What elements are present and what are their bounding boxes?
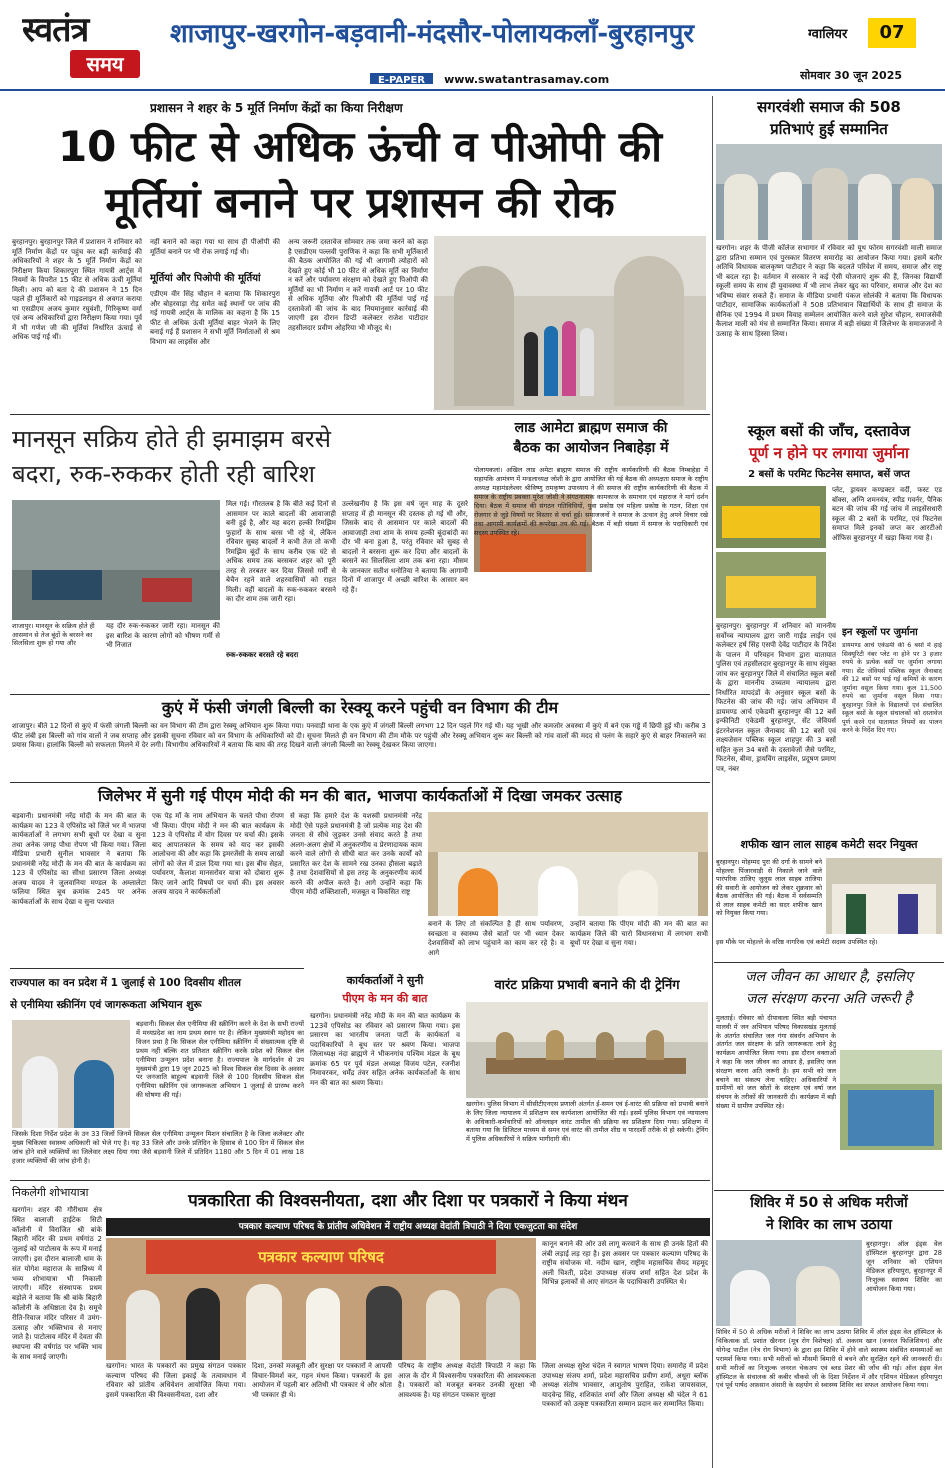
monsoon-col3: उल्लेखनीय है कि इस वर्ष जून माह के दूसरे सप्ताह में ही मानसून की दस्तक हो गई थी और, जिसके बाद से आसमान पर काले बादलों की आवाजाही तथा शाम के समय हल्की बूंदाबांदी का दौर भी बना हुआ है, परंतु रविवार को सुबह से बादलों ने बरसना शुरू कर दिया और बादलों के बरसने का सिलसिला शाम तक बना रहा। मौसम के जानकार सतीश धनोतिया ने बताया कि आगामी दिनों में शाजापुर में अच्छी बारिश के आसार बन रहे हैं। — [342, 500, 468, 594]
bus-col-top: प्लेट, ड्रायवर कण्डक्टर वर्दी, फस्ट एड बॉक्स, अग्नि शमनयंत्र, स्पीड गवर्नर, पैनिक बटन की जांच की गई जांच में लाइसेंसधारी स्कूल की 2 बसों के परमिट, एवं फिटनेस समाप्त मिले इनको जप्त कर आरटीओ ऑफिस बुरहानपुर में खड़ा किया गया है। — [832, 486, 942, 542]
bus-headline-1: स्कूल बसों की जाँच, दस्तावेज — [747, 422, 911, 440]
shivir-photo — [716, 1240, 862, 1326]
patrakarita-strap: पत्रकार कल्याण परिषद के प्रांतीय अधिवेशन में राष्ट्रीय अध्यक्ष वेदांती त्रिपाठी ने दिया एकजुटता का संदेश — [106, 1218, 710, 1236]
lead-headline-1: 10 फीट से अधिक ऊंची व पीओपी की — [57, 122, 663, 171]
shafiq-photo — [826, 858, 942, 934]
divider — [10, 694, 710, 695]
patrakarita-headline: पत्रकारिता की विश्वसनीयता, दशा और दिशा पर पत्रकारों ने किया मंथन — [188, 1191, 628, 1211]
shobhayatra-body: खरगोन। शहर की गौरीधाम क्षेत्र स्थित बालाजी हाईटेक सिटी कॉलोनी में विराजित श्री बांके बिहारी मंदिर की प्रथम वर्षगांठ 2 जुलाई को पाटोत्सव के रूप में मनाई जाएगी। इस दौरान बालाजी धाम के संत योगेश महाराज के सान्निध्य में भव्य शोभायात्रा भी निकाली जाएगी। मंदिर संस्थापक प्रथम बड़ोले ने बताया कि श्री बांके बिहारी कॉलोनी के अधिष्ठाता देव है। समूचे रीति-रिवाज मंदिर परिसर में उमंग-उत्साह और भक्तिभाव से मनाए जाते है। पाटोत्सव मंदिर में देवता की स्थापना की वर्षगांठ पर भक्ति भाव के साथ मनाई जाएगी। — [12, 1206, 102, 1361]
lead-col2b: एडीएम वीर सिंह चौहान ने बताया कि शिकारपुरा और बोहरवाड़ा रोड़ समेत कई स्थानों पर जांच की गई गायत्री आर्ट्स के मालिक का कहना है कि 15 फीट से अधिक ऊंची मूर्तियां बाहर भेजने के लिए बनाई गई हैं प्रशासन ने सभी मूर्ति निर्माताओं से श्रम विभाग का लाइसेंस और — [150, 290, 280, 346]
patrakarita-col4: कानून बनाने की ओर उसे लागू करवाने के साथ ही उनके हितों की लंबी लड़ाई लड़ रहा है। इस अवसर पर पत्रकार कल्याण परिषद के राष्ट्रीय संयोजक मो. नदीम खान, राष्ट्रीय महासचिव सैयद महमूद अली चिश्ती, प्रदेश उपाध्यक्ष संजय शर्मा सहित देश प्रदेश के विभिन्न इलाकों से आए संगठन के पदाधिकारी उपस्थित थे। — [542, 1240, 708, 1286]
divider — [714, 1190, 944, 1191]
monsoon-caption: शाजापुर। मानसून के सक्रिय होते ही आसमान से तेज बूंदों के बरसने का सिलसिला शुरू हो गया और — [12, 622, 95, 647]
mkb-col3: से कहा कि हमारे देश के यशस्वी प्रधानमंत्री नरेंद्र मोदी ऐसे पहले प्रधानमंत्री है जो प्रत्येक माह देश की जनता से सीधे जुड़कर उनसे संवाद करते है तथा अलग-अलग क्षेत्रों में अनुकरणीय व प्रेरणादायक काम करने वाले लोगों से सीधी बात कर उनके कार्यों को प्रसारित कर देश के सामने रख उनका हौसला बढ़ाते है तथा देशवासियों से इस तरह के अनुकरणीय कार्य करने की अपील करते है। आगे उन्होंने कहा कि पीएम मोदी शक्तिशाली, मजबूत व विकसित राष्ट्र — [290, 812, 422, 896]
shivir-headline-1: शिविर में 50 से अधिक मरीजों — [750, 1195, 908, 1211]
jal-headline-1: जल जीवन का आधार है, इसलिए — [745, 969, 913, 985]
brahman-body: पोलायकलां। अखिल लाड अमेटा ब्राह्मण समाज की राष्ट्रीय कार्यकारिणी की बैठक निम्बाहेड़ा में सहायकि आमंत्रण में मन्डलाध्यक्ष जोशी के द्वारा आयोजित की गई बैठक की अध्यक्षता समाज के राष्ट्रीय अध्यक्ष महामंडलेश्वर श्रीविष्णु रामकृष्ण उपाध्याय ने की समाज की राष्ट्रीय कार्यकारिणी की बैठक में समाज के राष्ट्रीय प्रवक्ता मुरेश जोशी ने संगठनात्मक कामकाज के समाचार एवं महाराज ने मार्ग दर्शन दिया। बैठक में समाज की संगठन गतिविधियों, युवा प्रकोष्ठ एवं महिला प्रकोष्ठ के गठन, शिक्षा एवं रोजगार से जुड़े विषयों पर विस्तार से चर्चा हुई। समाजजनों ने समाज के उत्थान हेतु अपने विचार रखे तथा आगामी कार्यक्रमों की रूपरेखा तय की गई। बैठक में बड़ी संख्या में समाज के पदाधिकारी एवं सदस्य उपस्थित रहे। — [474, 466, 708, 537]
lead-headline-2: मूर्तियां बनाने पर प्रशासन की रोक — [105, 178, 615, 227]
karyakarta-headline-1: कार्यकर्ताओं ने सुनी — [346, 974, 424, 987]
jal-headline-2: जल संरक्षण करना अति जरूरी है — [746, 991, 912, 1007]
bus-sub2: इन स्कूलों पर जुर्माना — [842, 627, 918, 638]
shafiq-body: बुरहानपुर। मोहम्मद पुरा की दर्गा के सामने बने मोहल्ला पिंजारवाड़ी से निकाले जाने वाले पारंपरिक ताजिए जुलूस लाल साहब ताजिया की सवारी के आयोजन को लेकर शुक्रवार को बैठक आयोजित की गई। बैठक में सर्वसम्मति से लाल साहब कमेटी का सदर शफीक खान को नियुक्त किया गया। — [716, 858, 822, 917]
divider — [10, 414, 710, 415]
patrakarita-col3: परिषद के राष्ट्रीय अध्यक्ष वेदांती त्रिपाठी ने कहा कि आज के दौर में विश्वसनीय पत्रकारिता की आवश्यकता है। पत्रकारों को मजबूत बनकर उनकी सुरक्षा भी आवश्यक है। यह संगठन पत्रकार सुरक्षा — [398, 1362, 536, 1399]
patrakarita-col1: खरगोन। भारत के पत्रकारों का प्रमुख संगठन पत्रकार कल्याण परिषद की जिला इकाई के तत्वावधान में रविवार को प्रांतीय अधिवेशन आयोजित किया गया। इसमें पत्रकारिता की विश्वसनीयता, दशा और — [106, 1362, 246, 1399]
shivir-headline-2: ने शिविर का लाभ उठाया — [765, 1217, 893, 1233]
bus-subhead: 2 बसों के परमिट फिटनेस समाप्त, बसें जप्त — [748, 469, 910, 480]
monsoon-headline-2: बदरा, रुक-रुककर होती रही बारिश — [12, 460, 316, 488]
city-label: ग्वालियर — [808, 27, 848, 42]
patrakarita-banner: पत्रकार कल्याण परिषद — [258, 1248, 384, 1266]
warrant-headline: वारंट प्रक्रिया प्रभावी बनाने की दी ट्रेनिंग — [494, 978, 680, 993]
lead-col3: अन्य जरूरी दस्तावेज सोमवार तक जमा करने को कहा है एसडीएम पल्लवी पुराणिक ने कहा कि सभी मूर्तिकारों की बैठक आयोजित की गई थी आगामी त्योहारों को देखते हुए कोई भी 10 फीट से अधिक मूर्ति का निर्माण न करें और पर्यावरण संरक्षण को देखते हुए पिओपी की मूर्तियों का भी निर्माण न करें गायत्री आर्ट पर 10 फीट से अधिक मूर्तिया और पिओपी की मूर्तियां पाई गई दस्तावेजों की जांच के बाद नियमानुसार कार्रवाई की जाएगी इस दौरान डिप्टी कलेक्टर राजेश पाटीदार तहसीलदार प्रवीण ओहरिया भी मौजूद थे। — [288, 238, 428, 332]
anemia-body: बड़वानी। सिकल सेल एनीमिया की स्क्रीनिंग करने के देश के सभी राज्यों में मध्यप्रदेश का नाम प्रथम स्थान पर है। लेकिन मुख्यमंत्री महोदय का विजन प्रथा है कि सिकल सेल एनीमिया स्क्रीनिंग में संख्यात्मक दृष्टि से प्रथम नहीं बल्कि शत प्रतिशत स्क्रीनिंग करके प्रदेश को सिकल सेल एनीमिया उन्मूलन प्रदेश बनाना है। राज्यपाल के मार्गदर्शन से उप मुख्यमंत्री द्वारा 19 जून 2025 को विश्व सिकल सेल दिवस के अवसर पर जनजाति बाहुल्य बड़वानी जिले से 100 दिवसीय सिकल सेल एनीमिया स्क्रीनिंग एवं जागरूकता अभियान 1 जुलाई से प्रारम्भ करने की घोषणा की गई। — [136, 1020, 304, 1100]
anemia-photo — [12, 1020, 130, 1128]
lead-kicker: प्रशासन ने शहर के 5 मूर्ति निर्माण केंद्रों का किया निरीक्षण — [150, 101, 403, 115]
lead-photo-idols — [434, 236, 706, 410]
divider — [714, 962, 944, 963]
bijli-headline: कुएं में फंसी जंगली बिल्ली का रेस्क्यू करने पहुंची वन विभाग की टीम — [161, 698, 559, 717]
lead-subhead: मूर्तियां और पिओपी की मूर्तियां — [150, 273, 261, 284]
shafiq-caption: इस मौके पर मोहल्ले के वरिष्ठ नागरिक एवं कमेटी सदस्य उपस्थित रहे। — [716, 938, 878, 946]
lead-col2-wrap — [150, 238, 280, 408]
bijli-body: शाजापुर। बीते 12 दिनों से कुएं में फंसी जंगली बिल्ली का वन विभाग की टीम द्वारा रेस्क्यू अभियान शुरू किया गया। पनवाड़ी थाना के एक कुएं में जंगली बिल्ली लगभग 12 दिन पहले गिर गई थी। यह भूखी और कमजोर अवस्था में कुएं में बने एक गड्ढे में छिपी हुई थी। करीब 3 फीट लंबी इस बिल्ली को गांव वालों ने जब सप्ताह और इसकी सूचना रविवार को वन विभाग के अधिकारियों को दी। सूचना मिलते ही वन विभाग की टीम मौके पर पहुंची और रेस्क्यू अभियान शुरू कर बिल्ली को गांव वालों की मदद से पलंग के सहारे कुएं से बाहर निकालने का प्रयास किया। हालांकि बिल्ली को सफलता मिलने में देर लगी। विभागीय अधिकारियों ने बताया कि बाघ की तरह दिखने वाली जंगली बिल्ली का रेस्क्यू देखकर किया जाएगा। — [12, 722, 706, 749]
brahman-headline-1: लाड आमेटा ब्राह्मण समाज की — [514, 420, 668, 436]
shivir-body-bottom: शिविर में 50 से अधिक मरीजों ने शिविर का लाभ उठाया शिविर में ऑल इंड्स वेल हॉस्पिटल के चिकित्सक डॉ. प्रशांत खैरनार (मूत्र रोग विशेषज्ञ) डॉ. अकरम खान (जनरल फिजिशियन) और योगेन्द्र पाटील (नेत्र रोग विभाग) के द्वारा इस शिविर में होने वाले स्वास्थ्य संबंधित समस्याओं का परामर्श किया गया। सभी मरीजों को मौसमी बिमारी से बचने और सुरक्षित रहने की जानकारी दी। सभी मरीजों का निःशुल्क जनरल चेकअप एवं ब्लड प्रेशर की जाँच की गई। ऑल इंड्स वेल हॉस्पिटल के संचालक श्री कबीर चौकसे जी के दिशा निर्देशन में और एशियन मेडिकल हरियापुरा एवं पूर्व पार्षद अफ़सान अंसारी के सहयोग से स्वास्थ्य शिविर का सफल आयोजन किया गया। — [716, 1328, 942, 1390]
mkb-col4: बनाने के लिए तो संकल्पित है ही साथ पर्यावरण, स्वच्छता व स्वास्थ्य जैसे बातों पर भी ध्यान देकर देशवासियों को लाभ पहुंचाने का काम कर रहे है। व आगे — [428, 920, 564, 957]
monsoon-col2: मिल गई। गौरतलब है कि बीते कई दिनों से आसमान पर काले बादलों की आवाजाही बनी हुई है, और यह बदरा हल्की रिमझिम फुहारों के साथ बरस भी रहे थे, लेकिन रविवार सुबह बादलों ने कभी तेज तो कभी रिमझिम बूंदों के साथ करीब एक घंटे से अधिक समय तक बरसकर शहर को पूरी तरह से तरबतर कर दिया जिससे गर्मी से बेचैन रहने वाले शहरवासियों को राहत मिली। वहीं बादलों के रुक-रुककर बरसने का दौर शाम तक जारी रहा। — [226, 500, 336, 603]
lead-col2: नहीं बनाने को कहा गया था साथ ही पीओपी की मूर्तियां बनाने पर भी रोक लगाई गई थी। — [150, 238, 280, 256]
monsoon-col2-footer: रुक-रुककर बरसते रहे बदरा — [226, 651, 299, 659]
mkb-col5: उन्होंने बताया कि पीएम मोदी की मन की बात का कार्यक्रम जिले की चारो विधानसभा में लगभग सभी बूथों पर देखा व सुना गया। — [570, 920, 708, 947]
logo — [22, 10, 162, 86]
patrakarita-col5: जिला अध्यक्ष सुरेश चंदेल ने स्वागत भाषण दिया। समारोह में प्रदेश उपाध्यक्ष संजय शर्मा, प्रदेश महासचिव प्रवीण शर्मा, अधूरा ब्लॉक अध्यक्ष संतोष भावसार, आशुतोष पुराहित, राकेश जायसवाल, यादवेन्द्र सिंह, शशिकांत शर्मा और जिला अध्यक्ष श्री चंदेल ने 61 पत्रकारों को उत्कृष्ट पत्रकारिता सम्मान प्रदान कर सम्मानित किया। — [542, 1362, 708, 1408]
divider — [712, 96, 713, 1468]
anemia-headline-2: से एनीमिया स्क्रीनिंग एवं जागरूकता अभियान शुरू — [10, 999, 202, 1011]
patrakarita-photo — [106, 1238, 536, 1360]
mkb-col2: एक पेड़ माँ के नाम अभियान के चलते पौधा रोपण भी किया। पीएम मोदी ने मन की बात कार्यक्रम के 123 वे एपिसोड में योग दिवस पर चर्चा की। इसके बाद आपातकाल के समय को याद कर इसकी आलोचना की और कहा कि इमरजेंसी के समय लाखों लोगों को जेल में डाल दिया गया था। इस बीच सेहत, पर्यावरण, कैलाश मानसरोवर यात्रा को दोबारा शुरू किए जाने आदि विषयों पर चर्चा की। इस अवसर अजय यादव ने कार्यकर्ताओं — [152, 812, 284, 896]
mkb-col1: बड़वानी। प्रधानमंत्री नरेंद्र मोदी के मन की बात के कार्यक्रम का 123 वे एपिसोड को जिले भर में भाजपा कार्यकर्ताओं ने लगभग सभी बूथों पर देखा व सुना तथा अनेक जगह पौधा रोपण भी किया गया। जिला मीडिया प्रभारी सुनील भावसार ने बताया कि प्रधानमंत्री नरेंद्र मोदी के मन की बात के कार्यक्रम का 123 वें एपिसोड का सीधा प्रसारण जिला अध्यक्ष अजय यादव ने जुलवानिया मण्डल के अम्लालेटा फलिया स्थित बूथ क्रमांक 245 पर अनेक कार्यकर्ताओं के साथ देखा व सुना पश्चात — [12, 812, 146, 906]
brahman-headline-2: बैठक का आयोजन निबाहेड़ा में — [513, 440, 669, 456]
logo-top: स्वतंत्र — [22, 10, 89, 50]
mkb-headline: जिलेभर में सुनी गई पीएम मोदी की मन की बात, भाजपा कार्यकर्ताओं में दिखा जमकर उत्साह — [98, 787, 622, 805]
divider — [10, 1180, 710, 1181]
epaper-bar — [370, 68, 810, 84]
masthead-divider — [0, 89, 945, 91]
samaj-headline-2: प्रतिभाएं हुई सम्मानित — [770, 120, 888, 138]
website-link[interactable]: www.swatantrasamay.com — [444, 73, 610, 84]
bus-photo — [716, 486, 826, 548]
jal-body: मुलताई। रविवार को दीपावाला स्थित बड़ी पंचायत मालवी में जन अभियान परिषद विकासखंड मुलताई के अंतर्गत संचालित जल गंगा संवर्धन अभियान के अंतर्गत जल संरक्षण के प्रति जागरूकता लाने हेतु कार्यक्रम आयोजित किया गया। इस दौरान वक्ताओं ने कहा कि जल जीवन का आधार है, इसलिए जल संरक्षण करना अति जरूरी है। हम सभी को जल बचाने का संकल्प लेना चाहिए। अधिकारियों ने ग्रामीणों को जल स्रोतों के संरक्षण एवं वर्षा जल संचयन के तरीकों की जानकारी दी। कार्यक्रम में बड़ी संख्या में ग्रामीण उपस्थित रहे। — [716, 1014, 836, 1110]
monsoon-headline-1: मानसून सक्रिय होते ही झमाझम बरसे — [12, 425, 331, 453]
masthead — [0, 0, 945, 92]
warrant-photo — [466, 1002, 708, 1098]
jal-photo — [840, 1050, 942, 1150]
anemia-headline-1: राज्यपाल का वन प्रदेश में 1 जुलाई से 100 दिवसीय शीतल — [10, 977, 241, 989]
karyakarta-headline-2: पीएम के मन की बात — [342, 992, 428, 1005]
anemia-body2: जिसके दिशा निर्देश प्रदेश के उन 33 जिलों जिनमें सिकल सेल एनीमिया उन्मूलन मिशन संचालित है के जिला कलेक्टर और मुख्य चिकित्सा स्वास्थ्य अधिकारी को भेजे गए है। यह 33 जिले और उनके प्रतिदिन के हिसाब से 100 दिन में सिकल सेल जांच होने वाले व्यक्तियों का जिलेवार लक्ष्य दिया गया जैसे बड़वानी जिले में प्रतिदिन 1180 और 5 दिन में 01 लाख 18 हजार व्यक्तियों की जांच होनी है। — [12, 1130, 304, 1165]
logo-bottom: समय — [70, 50, 140, 78]
shivir-body-right: बुरहानपुर। ऑल इंड्स वेल हॉस्पिटल बुरहानपुर द्वारा 28 जून शनिवार को एशियन मेडिकल हरियापुरा, बुरहानपुर में निःशुल्क स्वास्थ्य शिविर का आयोजन किया गया। — [866, 1240, 942, 1293]
epaper-label: E-PAPER — [370, 73, 433, 84]
samaj-body: खरगोन। शहर के पीजी कॉलेज सभागार में रविवार को यूथ फोरम सगरवंशी माली समाज द्वारा प्रतिभा सम्मान एवं पुरस्कार वितरण समारोह का आयोजन किया गया। इसमें बतौर अतिथि विधायक बालकृष्ण पाटीदार ने कहा कि बदलते परिवेश में समय, समाज और राष्ट्र भी बदल रहा है। वर्तमान में सरकार ने कई ऐसी योजनाएं शुरू की हैं, जिनका विद्यार्थी स्कूली समय के साथ ही युवावस्था में भी लाभ लेकर खुद का परिवार, समाज और देश का भविष्य संवार सकते हैं। समाज के मीडिया प्रभारी पंकज सोलंकी ने बताया कि विधायक पाटीदार, सामाजिक कार्यकर्ताओं ने 508 प्रतिभावान विद्यार्थियों के साथ ही समाज के सैनिक एवं 1994 में प्रथम विवाह सम्मेलन आयोजित करने वाले सुरेश चौहान, समाजसेवी कैलाश माली को मंच से सम्मानित किया। समाज में बड़ी संख्या में जिलेभर के समाजजनों ने उत्साह के साथ हिस्सा लिया। — [716, 244, 942, 338]
karyakarta-body: खरगोन। प्रधानमंत्री नरेंद्र मोदी के मन की बात कार्यक्रम के 123वें एपिसोड का रविवार को प्रसारण किया गया। इस प्रसारण का भारतीय जनता पार्टी के कार्यकर्ता व पदाधिकारियों ने बूथ स्तर पर श्रवण किया। भाजपा जिलाध्यक्ष नंदा ब्राह्मणे ने भीकनगांव पश्चिम मंडल के बूथ क्रमांक 65 पर पूर्व मंडल अध्यक्ष विजय पटेल, रजनीश निमावरकर, धर्मेंद्र तंवर सहित अनेक कार्यकर्ताओं के साथ मन की बात का श्रवण किया। — [310, 1012, 460, 1087]
mkb-photo — [428, 812, 708, 916]
warrant-body: खरगोन। पुलिस विभाग में सीसीटीएनएस प्रणाली अंतर्गत ई-समन एवं ई-वारंट की प्रक्रिया को प्रभावी बनाने के लिए जिला न्यायालय में प्रशिक्षण सत्र कार्यशाला आयोजित की गई। इसमें पुलिस विभाग एवं न्यायालय के अधिकारी-कर्मचारियों को ऑनलाइन वारंट तामील की प्रक्रिया का प्रशिक्षण दिया गया। प्रशिक्षण में बताया गया कि डिजिटल माध्यम से समन एवं वारंट की तामील शीघ्र व पारदर्शी तरीके से हो सकेगी। ट्रेनिंग में पुलिस अधिकारियों ने सक्रिय भागीदारी की। — [466, 1100, 708, 1144]
page-number: 07 — [868, 18, 916, 48]
monsoon-col1: यह दौर रुक-रुककर जारी रहा। मानसून की इस बारिश के कारण लोगों को भीषण गर्मी से भी निजात — [106, 622, 220, 649]
bus-headline-2: पूर्ण न होने पर लगाया जुर्माना — [749, 444, 909, 462]
monsoon-photo — [12, 500, 220, 620]
edition-cities: शाजापुर-खरगोन-बड़वानी-मंदसौर-पोलायकलाँ-बुरहानपुर — [170, 19, 695, 49]
bus-col-left: बुरहानपुर। बुरहानपुर में शनिवार को माननीय सर्वोच्च न्यायालय द्वारा जारी गाईड लाईन एवं कलेक्टर हर्ष सिंह एसपी देवेंद्र पाटीदार के निर्देश के पालन में परिवहन विभाग द्वारा यातायात पुलिस एवं तहसीलदार बुरहानपुर के साथ संयुक्त जांच कर बुरहानपुर जिले में संचालित स्कूल बसों के द्वारा माननीय उच्चतम न्यायालय द्वारा निर्धारित मापदंडों के अनुसार स्कूल बसों के फिटनेस की जांच की गई। जांच अभियान में डायमण्ड आर्च एकेडमी बुरहानपुर की 12 बसें इन्फीनिटी एकेडमी बुरहानपुर, सेंट जेवियर्स इंटरनेशनल स्कूल जैनाबाद की 12 बसों एवं लक्ष्यजेसन पब्लिक स्कूल शाहपुर की 3 बसों सहित कुल 34 बसों के दस्तावेजों जैसे परमिट, फिटनेस, बीमा, ड्रायविंग लाइसेंस, प्रदूषण प्रमाण पत्र, नंबर — [716, 622, 836, 773]
bus-col-right: डायमण्ड आर्च एकेडमी की 6 बसों में हाई सिक्यूरिटी नंबर प्लेट ना होने पर 3 हजार रुपये के प्रत्येक बसों पर जुर्माना लगाया गया। सेंट जेवियर्स पब्लिक स्कूल जैनाबाद की 12 बसों पर पाई गई कमियों के कारण जुर्माना वसूल किया गया। कुल 11,500 रुपये का जुर्माना वसूल किया गया। बुरहानपुर जिले के विद्यालयों एवं संचालित स्कूल बसों के स्कूल संचालकों को दस्तावेज पूर्ण करने एवं यातायात नियमों का पालन करने के निर्देश दिए गए। — [842, 642, 942, 734]
divider — [10, 782, 710, 783]
monsoon-col2-wrap — [226, 500, 336, 666]
issue-date: सोमवार 30 जून 2025 — [800, 69, 903, 82]
samaj-photo — [716, 144, 942, 240]
bus-photo-2 — [716, 552, 826, 618]
patrakarita-col2: दिशा, उनको मजबूती और सुरक्षा पर पत्रकारों ने आपसी विचार-विमर्श कर, गहन मंथन किया। पत्रकारों के इस आयोजन में पहली बार अतिथी भी पत्रकार थे और श्रोता भी पत्रकार ही थे। — [252, 1362, 392, 1399]
samaj-headline-1: सगरवंशी समाज की 508 — [757, 98, 901, 116]
shobhayatra-headline: निकलेगी शोभायात्रा — [12, 1186, 89, 1199]
lead-col1: बुरहानपुर। बुरहानपुर जिले में प्रशासन ने शनिवार को मूर्ति निर्माण केंद्रों पर पहुंच कर बड़ी कार्रवाई की अधिकारियों ने शहर के 5 मूर्ति निर्माण केंद्रों का निरीक्षण किया शिकारपुरा स्थित गायत्री आर्ट्स में नियमों के विपरीत 15 फीट से अधिक ऊंची मूर्तियां मिली। आप को बता दे की प्रशासन ने 15 दिन पहले ही मूर्तिकारों को गाइडलाइन से अवगत कराया था एसडीएम अजय कुमार रघुवंशी, गिरिकृष्ण वर्मा एवं अन्य अधिकारियों द्वारा निरीक्षण किया गया। पूर्व में भी गणेश जी की मूर्तियां निर्धारित ऊंचाई से अधिक पाई गई थीं। — [12, 238, 142, 341]
shafiq-headline: शफीक खान लाल साहब कमेटी सदर नियुक्त — [740, 838, 918, 851]
divider — [10, 968, 304, 969]
